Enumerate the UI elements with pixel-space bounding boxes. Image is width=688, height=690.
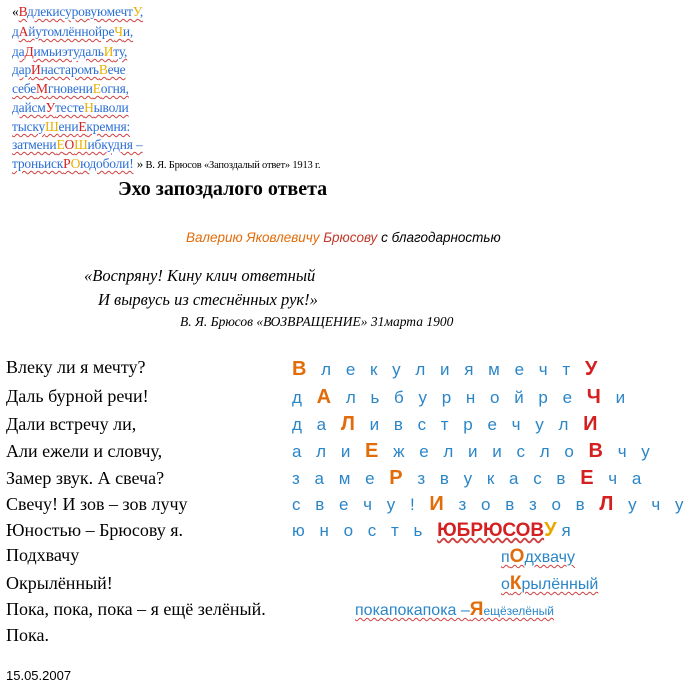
top-epigraph-line bbox=[12, 79, 129, 99]
spaced-segment: ч а bbox=[598, 469, 647, 488]
top-epigraph-line bbox=[12, 60, 125, 80]
poem-line: Пока. bbox=[6, 625, 49, 645]
top-epigraph-segment: огня, bbox=[100, 81, 129, 96]
spaced-segment: и bbox=[605, 388, 631, 407]
top-epigraph-segment: длекисуровуюмечт bbox=[27, 4, 133, 19]
top-epigraph-segment: доболи! bbox=[89, 156, 134, 171]
spaced-line bbox=[292, 519, 576, 542]
top-epigraph-line bbox=[12, 42, 127, 62]
spaced-segment: У bbox=[584, 358, 603, 380]
spaced-segment: И bbox=[583, 413, 603, 435]
spaced-segment: и в с т р е ч у л bbox=[359, 415, 584, 434]
top-epigraph-segment: ече bbox=[107, 62, 126, 77]
top-epigraph-segment: ибкудня – bbox=[87, 137, 143, 152]
top-epigraph-segment: дайсм bbox=[12, 100, 46, 115]
spaced-segment: л е к у л и я м е ч т bbox=[311, 360, 585, 379]
spaced-segment: И bbox=[429, 493, 449, 515]
spaced-segment: ю н о с т ь bbox=[292, 521, 438, 540]
top-epigraph-segment: ени bbox=[58, 119, 79, 134]
top-epigraph-line bbox=[12, 22, 133, 42]
spaced-segment: с в е ч у ! bbox=[292, 495, 430, 514]
right-word-segment: о bbox=[501, 576, 510, 593]
right-word-segment: дхвачу bbox=[524, 549, 575, 566]
top-epigraph-segment: У bbox=[132, 4, 140, 19]
top-epigraph-segment: и, bbox=[122, 24, 134, 39]
spaced-segment: з о в з о в bbox=[448, 495, 600, 514]
top-epigraph-segment: О bbox=[64, 137, 75, 152]
right-word-segment: К bbox=[509, 573, 522, 594]
spaced-segment: Е bbox=[580, 467, 599, 489]
epigraph-line-1: «Воспряну! Кину клич ответный bbox=[84, 266, 316, 285]
spaced-segment: д а bbox=[292, 415, 341, 434]
right-word bbox=[355, 599, 554, 621]
spaced-segment: Р bbox=[389, 467, 408, 489]
top-epigraph-segment: Ш bbox=[45, 119, 59, 134]
right-word bbox=[501, 573, 598, 595]
top-epigraph-line bbox=[12, 117, 130, 137]
poem-line: Окрылённый! bbox=[6, 573, 113, 593]
top-epigraph-segment: И bbox=[103, 44, 114, 59]
poem-line: Свечу! И зов – зов лучу bbox=[6, 494, 188, 514]
top-epigraph-segment: ыволи bbox=[93, 100, 129, 115]
poem-line: Подхвачу bbox=[6, 545, 80, 565]
top-epigraph-segment: М bbox=[36, 81, 48, 96]
top-epigraph-line bbox=[12, 154, 320, 176]
right-word-segment: рылённый bbox=[521, 576, 599, 593]
epigraph-line-2: И вырвусь из стеснённых рук!» bbox=[98, 290, 318, 309]
top-epigraph-segment: ту, bbox=[113, 44, 128, 59]
spaced-line bbox=[292, 413, 602, 436]
right-word bbox=[501, 546, 575, 568]
poem-line: Юностью – Брюсову я. bbox=[6, 520, 184, 540]
spaced-segment: Ч bbox=[586, 386, 606, 408]
top-epigraph-segment: ю bbox=[80, 156, 90, 171]
top-epigraph-segment: Е bbox=[56, 137, 65, 152]
spaced-line bbox=[292, 493, 688, 516]
top-epigraph-segment: И bbox=[31, 62, 41, 77]
spaced-segment: л ь б у р н о й р е bbox=[336, 388, 587, 407]
top-epigraph-segment: В bbox=[98, 62, 108, 77]
right-word-segment: покапокапока – bbox=[355, 602, 470, 619]
top-epigraph-segment: тесте bbox=[54, 100, 85, 115]
spaced-line bbox=[292, 467, 646, 490]
top-epigraph-segment: Ч bbox=[114, 24, 123, 39]
spaced-line bbox=[292, 358, 602, 381]
spaced-segment: ч у bbox=[607, 442, 655, 461]
top-epigraph-segment: Н bbox=[84, 100, 94, 115]
spaced-segment: д bbox=[292, 388, 317, 407]
poem-line: Али ежели и словчу, bbox=[6, 441, 163, 461]
top-epigraph-segment: гновени bbox=[47, 81, 93, 96]
top-epigraph-segment: Е bbox=[78, 119, 87, 134]
page-title: Эхо запоздалого ответа bbox=[118, 178, 328, 200]
top-epigraph-line bbox=[12, 98, 129, 118]
top-epigraph-segment: Р bbox=[63, 156, 71, 171]
right-word-segment: О bbox=[509, 546, 525, 567]
spaced-segment: У bbox=[544, 519, 562, 541]
top-epigraph-segment: У bbox=[45, 100, 55, 115]
top-epigraph-segment: себе bbox=[12, 81, 37, 96]
spaced-segment: Л bbox=[340, 413, 360, 435]
top-epigraph-segment: дар bbox=[12, 62, 32, 77]
poem-line: Влеку ли я мечту? bbox=[6, 357, 146, 377]
epigraph-source: В. Я. Брюсов «ВОЗВРАЩЕНИЕ» 31марта 1900 bbox=[180, 314, 454, 329]
spaced-segment: я bbox=[561, 521, 576, 540]
spaced-segment: з а м е bbox=[292, 469, 390, 488]
top-epigraph-segment: имьиэтудаль bbox=[33, 44, 104, 59]
dedication: Валерию Яковлевичу Брюсову с благодарностью bbox=[186, 230, 501, 245]
date: 15.05.2007 bbox=[6, 668, 72, 683]
spaced-line bbox=[292, 440, 655, 463]
poem-line: Даль бурной речи! bbox=[6, 386, 149, 406]
top-epigraph-line bbox=[12, 2, 143, 22]
top-epigraph-segment: А bbox=[18, 24, 29, 39]
poem-line: Пока, пока, пока – я ещё зелёный. bbox=[6, 599, 266, 619]
spaced-segment: ж е л и и с л о bbox=[383, 442, 589, 461]
poem-line: Замер звук. А свеча? bbox=[6, 468, 165, 488]
top-epigraph-segment: настаромъ bbox=[40, 62, 99, 77]
top-epigraph-segment: троньиск bbox=[12, 156, 64, 171]
spaced-line bbox=[292, 386, 630, 409]
top-epigraph-segment: В bbox=[18, 4, 28, 19]
right-word-segment: Я bbox=[469, 599, 484, 620]
top-epigraph-segment: Ш bbox=[74, 137, 88, 152]
spaced-segment: В bbox=[292, 358, 312, 380]
top-epigraph-segment: д bbox=[12, 24, 19, 39]
top-epigraph-segment: йутомлённойре bbox=[28, 24, 115, 39]
top-epigraph-line bbox=[12, 135, 143, 155]
spaced-segment: Е bbox=[365, 440, 384, 462]
spaced-segment: а л и bbox=[292, 442, 366, 461]
top-epigraph-segment: « bbox=[12, 4, 19, 19]
spaced-segment: А bbox=[316, 386, 337, 408]
top-epigraph-segment: тыску bbox=[12, 119, 46, 134]
right-word-segment: ещёзелёный bbox=[483, 604, 554, 618]
top-epigraph-segment: Д bbox=[24, 44, 34, 59]
top-epigraph-segment: затмени bbox=[12, 137, 57, 152]
top-epigraph-segment: кремня: bbox=[86, 119, 131, 134]
spaced-segment: з в у к а с в bbox=[407, 469, 581, 488]
top-epigraph-segment: О bbox=[70, 156, 81, 171]
spaced-segment: В bbox=[588, 440, 608, 462]
spaced-segment: у ч у bbox=[618, 495, 688, 514]
top-epigraph-segment: да bbox=[12, 44, 25, 59]
top-epigraph-citation: » В. Я. Брюсов «Запоздалый ответ» 1913 г. bbox=[136, 156, 321, 171]
poem-line: Дали встречу ли, bbox=[6, 414, 137, 434]
top-epigraph-segment: , bbox=[139, 4, 144, 19]
right-word-segment: п bbox=[501, 549, 510, 566]
spaced-segment: ЮБРЮСОВ bbox=[437, 520, 545, 541]
spaced-segment: Л bbox=[599, 493, 619, 515]
top-epigraph-segment: Е bbox=[92, 81, 101, 96]
